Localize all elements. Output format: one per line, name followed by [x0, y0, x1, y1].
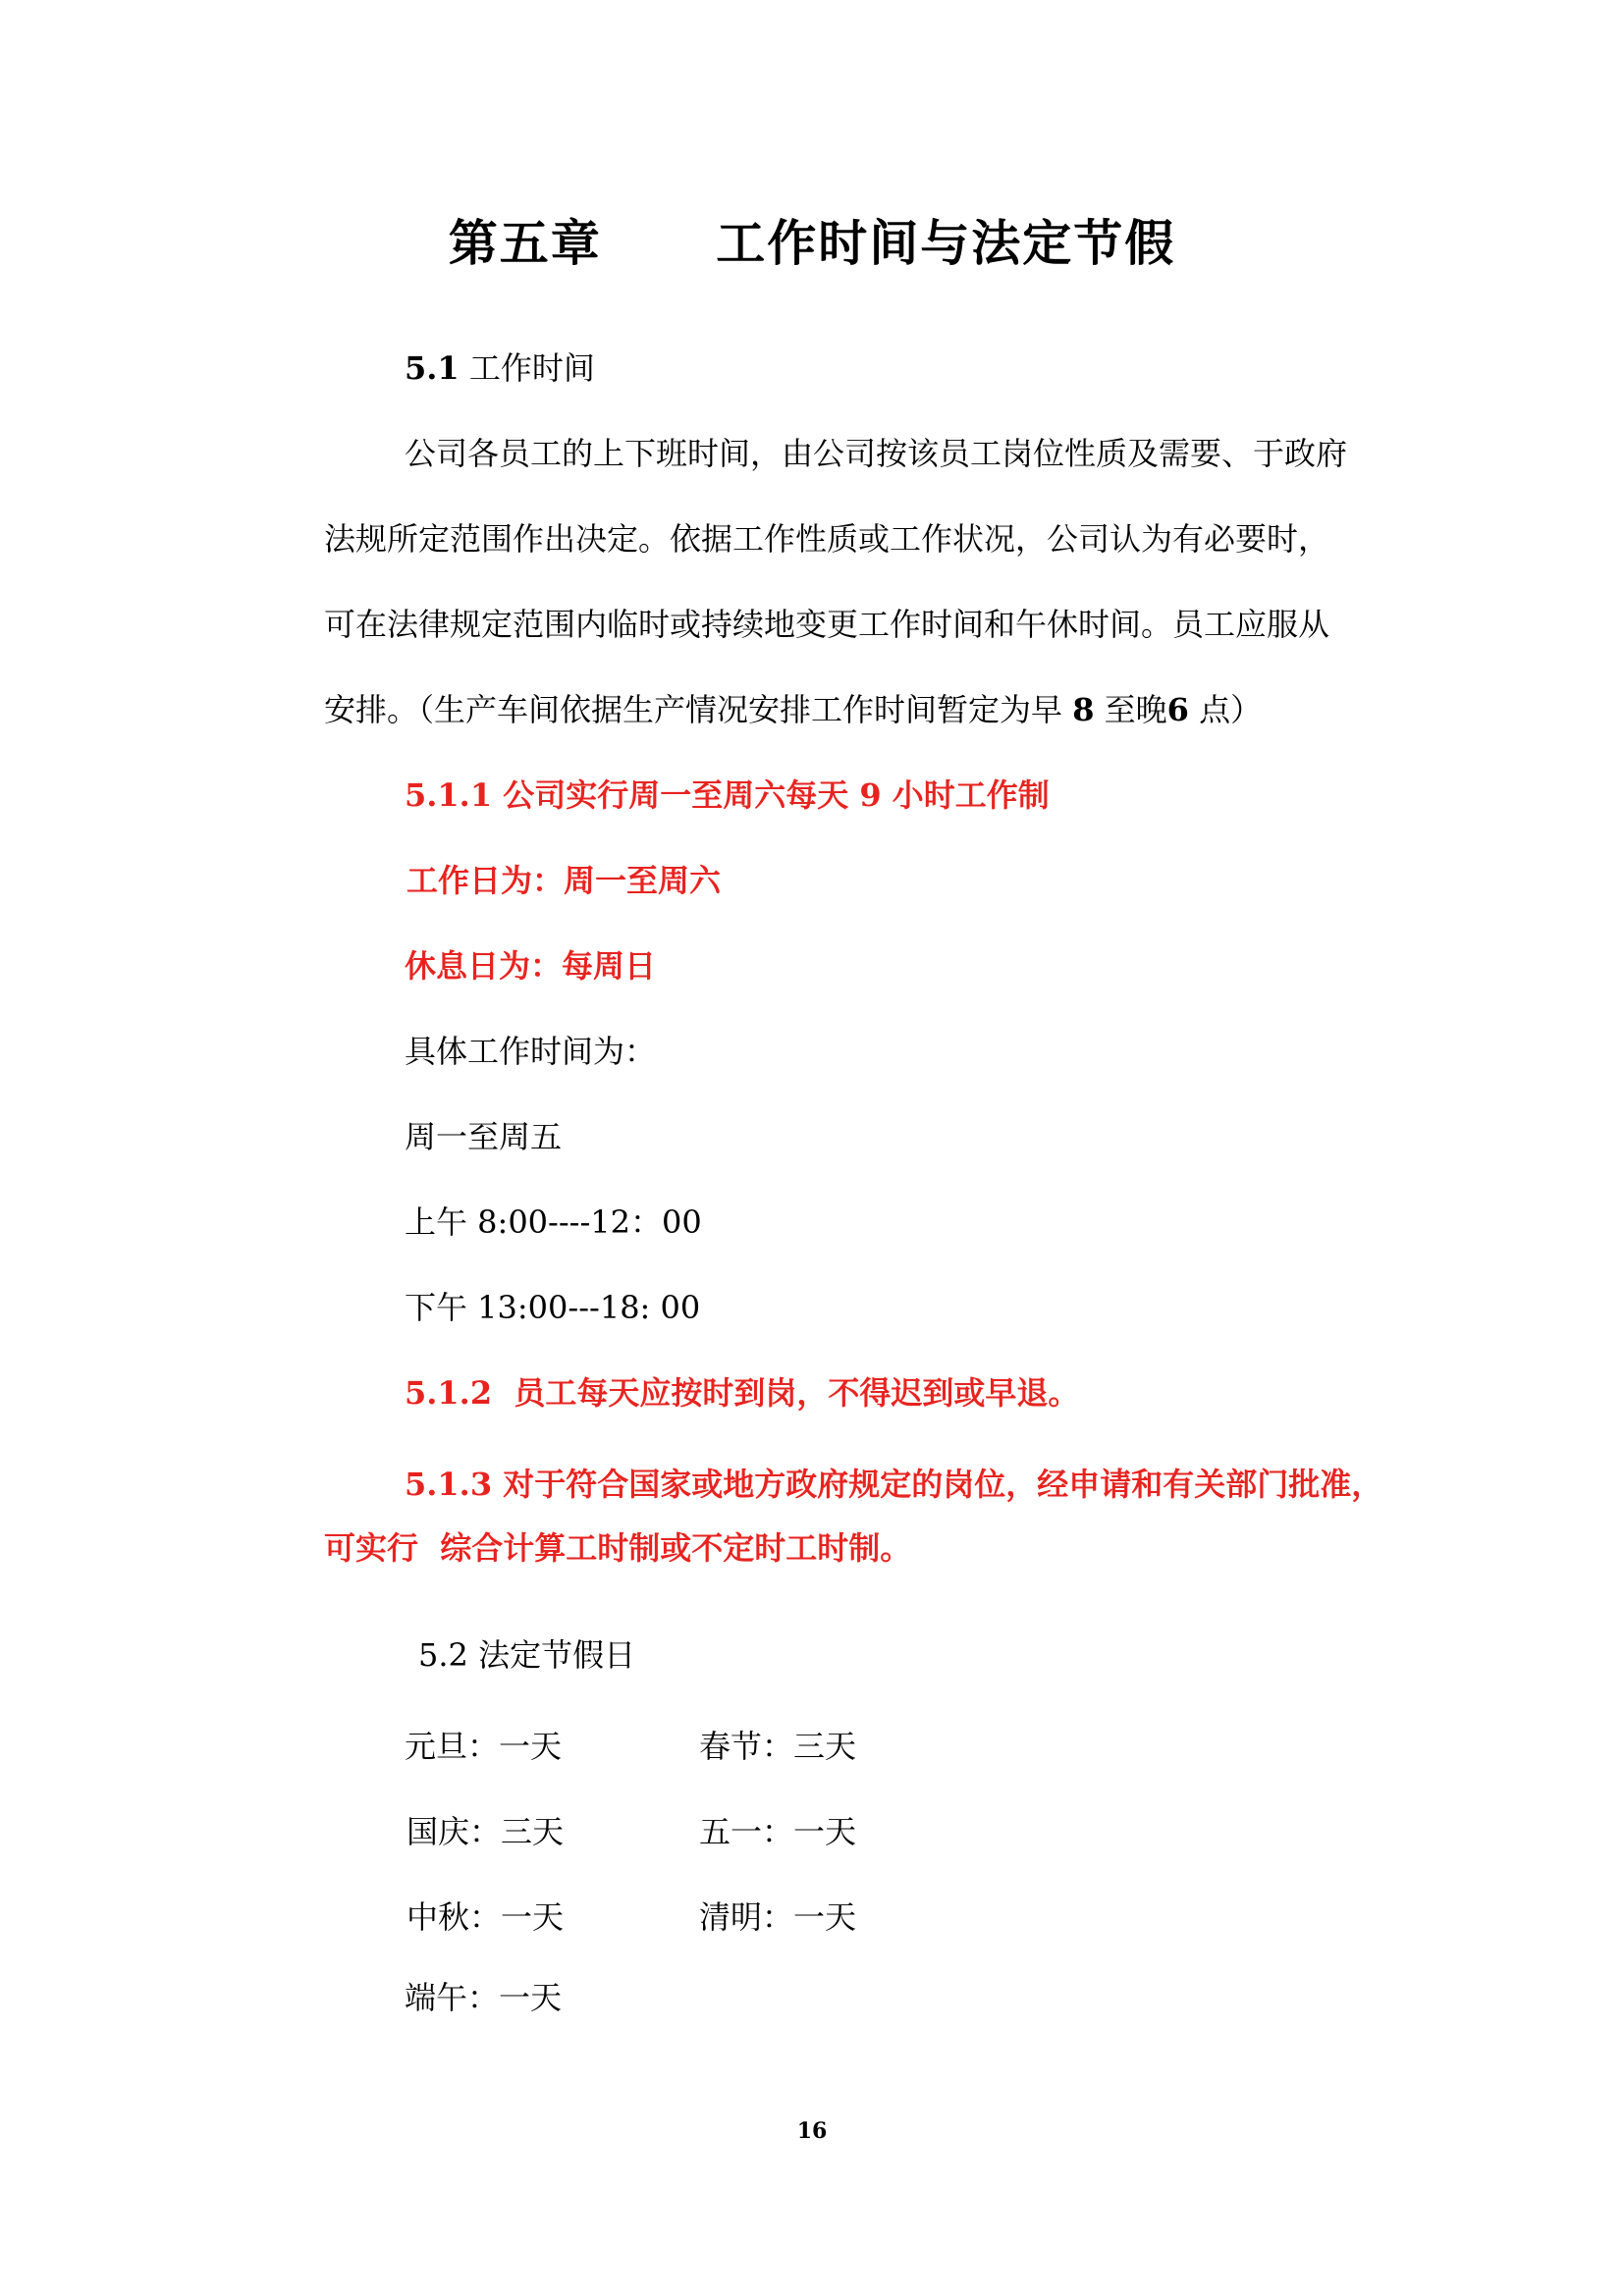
- paragraph-line: 公司各员工的上下班时间，由公司按该员工岗位性质及需要、于政府: [405, 435, 1348, 472]
- paragraph-text: 点）: [1188, 691, 1263, 728]
- subsection-5-1-3-line1: 5.1.3 对于符合国家或地方政府规定的岗位，经申请和有关部门批准，: [405, 1466, 1383, 1503]
- holiday-item: 清明：一天: [699, 1898, 857, 1936]
- subsection-5-1-2: 5.1.2 员工每天应按时到岗，不得迟到或早退。: [405, 1374, 1080, 1412]
- afternoon-hours: 下午 13:00---18: 00: [405, 1289, 701, 1326]
- subsection-5-1-1: 5.1.1 公司实行周一至周六每天 9 小时工作制: [405, 776, 1050, 814]
- section-heading-text: 工作时间: [459, 349, 595, 387]
- holiday-item: 五一：一天: [699, 1813, 857, 1850]
- holiday-item: 国庆：三天: [406, 1813, 565, 1850]
- paragraph-text: 安排。（生产车间依据生产情况安排工作时间暂定为早: [324, 691, 1073, 728]
- subsection-5-1-3-line2: 可实行 综合计算工时制或不定时工时制。: [324, 1529, 912, 1567]
- start-hour: 8: [1072, 691, 1095, 728]
- holiday-item: 中秋：一天: [406, 1898, 565, 1936]
- work-hours-label: 具体工作时间为：: [405, 1033, 657, 1070]
- workdays-line: 工作日为：周一至周六: [406, 862, 722, 899]
- paragraph-line: 可在法律规定范围内临时或持续地变更工作时间和午休时间。员工应服从: [324, 606, 1330, 643]
- page-number: 16: [796, 2118, 828, 2144]
- section-number: 5.1: [405, 349, 460, 387]
- section-heading-5-1: [405, 349, 595, 387]
- holiday-item: 元旦：一天: [405, 1728, 563, 1765]
- holiday-item: 春节：三天: [699, 1728, 857, 1765]
- paragraph-line: 法规所定范围作出决定。依据工作性质或工作状况，公司认为有必要时，: [324, 520, 1330, 558]
- chapter-title: 第五章 工作时间与法定节假: [448, 214, 1176, 272]
- restdays-line: 休息日为：每周日: [405, 947, 657, 985]
- weekday-range: 周一至周五: [405, 1118, 563, 1155]
- end-hour: 6: [1166, 691, 1189, 728]
- morning-hours: 上午 8:00----12：00: [405, 1203, 702, 1241]
- section-heading-5-2: 5.2 法定节假日: [418, 1636, 636, 1674]
- paragraph-text: 至晚: [1094, 691, 1167, 728]
- holiday-item: 端午：一天: [405, 1979, 563, 2016]
- paragraph-line-last: [324, 691, 1262, 728]
